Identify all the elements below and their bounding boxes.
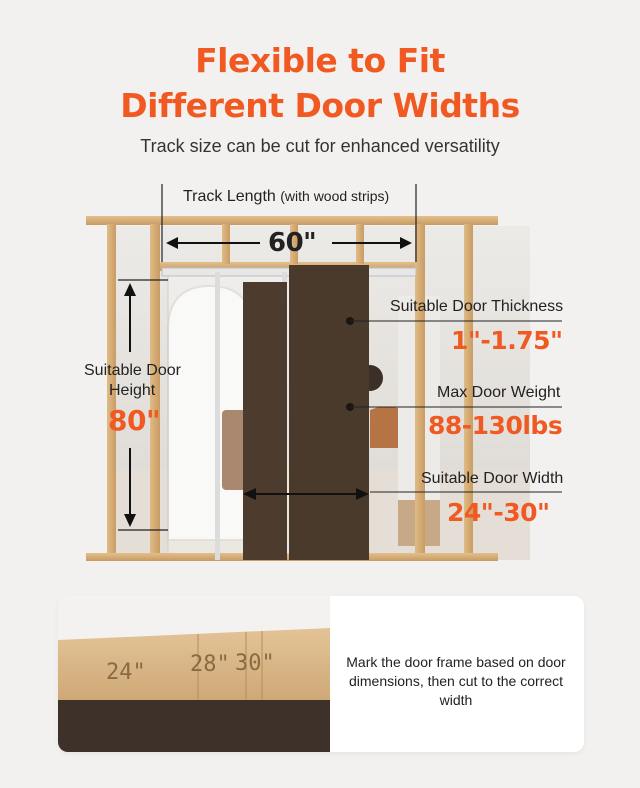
cut-instruction-text: Mark the door frame based on door dimensions, then cut to the correct width <box>346 654 566 708</box>
track-length-text: Track Length <box>183 188 276 205</box>
track-length-label <box>183 188 389 206</box>
thickness-value: 1"-1.75" <box>451 326 563 355</box>
height-label-line-2: Height <box>109 382 156 399</box>
hanger-rod-left <box>215 272 220 560</box>
track-length-value: 60" <box>268 228 317 258</box>
thickness-label: Suitable Door Thickness <box>390 298 564 315</box>
weight-label: Max Door Weight <box>437 384 561 401</box>
track-length-note: (with wood strips) <box>280 188 390 204</box>
top-plate-right <box>428 216 498 225</box>
height-value: 80" <box>108 404 161 437</box>
title-line-1: Flexible to Fit <box>195 41 445 80</box>
door-panel-right <box>289 265 369 560</box>
door-panel-left <box>243 282 287 560</box>
mark-24: 24" <box>106 660 146 685</box>
mark-28: 28" <box>190 652 230 677</box>
title-line-2: Different Door Widths <box>120 86 520 125</box>
width-label: Suitable Door Width <box>421 470 564 487</box>
subtitle: Track size can be cut for enhanced versatility <box>140 136 500 156</box>
width-value: 24"-30" <box>447 498 550 527</box>
door-top-closeup <box>58 700 330 752</box>
height-label-line-1: Suitable Door <box>84 362 181 379</box>
mark-30: 30" <box>235 651 275 676</box>
weight-value: 88-130lbs <box>428 411 563 440</box>
